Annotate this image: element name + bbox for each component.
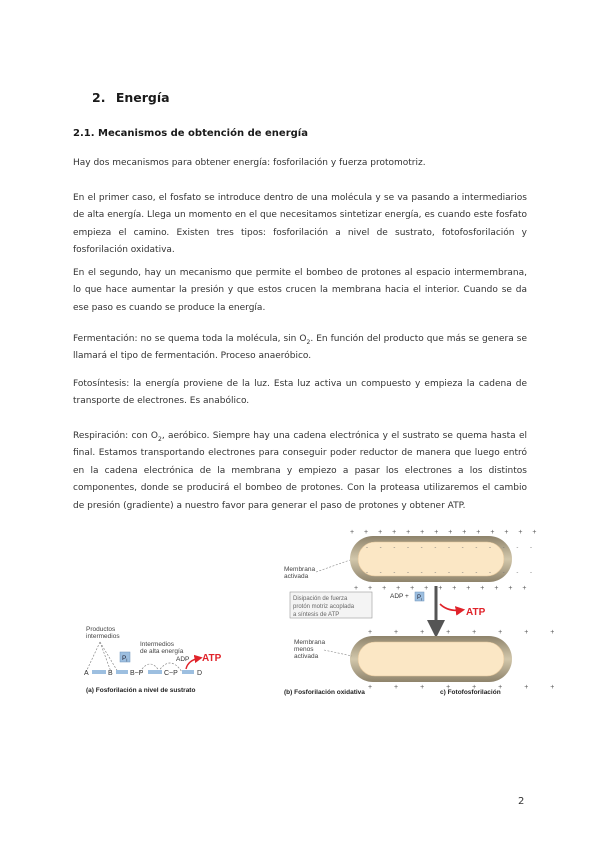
page-number: 2 (518, 796, 525, 807)
section-number: 2. (92, 90, 106, 105)
node-b: B (108, 670, 113, 677)
plus-signs-bottom: + + + + + + + + (368, 629, 565, 636)
adp-label-a: ADP (176, 656, 190, 663)
caption-a: (a) Fosforilación a nivel de sustrato (86, 687, 196, 694)
respiration-o2-subscript: 2 (158, 435, 162, 443)
box-line-3: a síntesis de ATP (293, 612, 340, 618)
label-intermedios: intermedios (86, 633, 120, 640)
label-membrana-menos-2: menos (294, 646, 314, 653)
chain-arrow-3 (148, 670, 162, 674)
leader-line-menos (324, 650, 352, 656)
panel-a-substrate-phosphorylation (84, 626, 222, 694)
caption-c: c) Fotofosforilación (440, 689, 501, 696)
dashed-branch-lines (86, 642, 118, 672)
label-intermedios-alta: Intermedios (140, 641, 174, 648)
atp-arrow-b (440, 604, 462, 610)
label-membrana-menos-1: Membrana (294, 639, 326, 646)
caption-b: (b) Fosforilación oxidativa (284, 689, 365, 696)
section-title: Energía (115, 90, 170, 105)
paragraph-first-case: En el primer caso, el fosfato se introduce dentro de una molécula y se va pasando a intermediarios de alta energía. Llega un momento en el que necesitamos sintetizar energía, es cuando este fosfato empieza el camino. Existen tres tipos: fosforilación a nivel de sustrato, fotofosforilación y fosforilación oxidativa. (73, 193, 527, 256)
paragraph-photosynthesis: Fotosíntesis: la energía proviene de la luz. Esta luz activa un compuesto y empieza la cadena de transporte de electrones. Es anabólico. (73, 379, 527, 407)
minus-signs-top: - - - - - - - - - - - - - (366, 545, 537, 551)
section-heading (92, 90, 170, 105)
label-productos: Productos (86, 626, 116, 633)
pi-label-a: $P_i$ (122, 655, 128, 663)
node-c-p: C~P (164, 670, 178, 677)
box-line-1: Disipación de fuerza (293, 596, 348, 602)
node-d: D (197, 670, 203, 677)
figure-svg (78, 522, 565, 698)
chain-arrow-4 (182, 670, 194, 674)
fermentation-o2-subscript: 2 (306, 338, 311, 346)
fermentation-text-b: . En función del producto que más se genera se llamará el tipo de fermentación. Proceso anaeróbico. (73, 334, 527, 362)
box-line-2: protón motriz acoplada (293, 604, 355, 610)
fermentation-text-a: Fermentación: no se quema toda la molécula, sin O (73, 334, 307, 344)
paragraph-respiration (73, 428, 527, 515)
paragraph-second-case: En el segundo, hay un mecanismo que permite el bombeo de protones al espacio intermembrana, lo que hace aumentar la presión y que estos crucen la membrana hacia el interior. Cuando se da ese paso es cuando se produce la energía. (73, 268, 527, 313)
plus-signs-top: + + + + + + + + + + + + + + (350, 529, 541, 536)
label-membrana-menos-3: activada (294, 653, 319, 660)
subsection-heading: 2.1. Mecanismos de obtención de energía (73, 128, 308, 139)
atp-label-b: ATP (466, 607, 486, 618)
panel-b-oxidative-phosphorylation (284, 529, 564, 696)
cell-bottom-interior (358, 642, 504, 676)
node-b-p: B~P (130, 670, 144, 677)
chain-arrow-2 (116, 670, 128, 674)
chain-arrow-1 (92, 670, 106, 674)
plus-signs-top-bottom: + + + + + + + + + + + + + (354, 585, 531, 592)
plus-signs-bottom-2: + + + + + + + + (368, 684, 565, 691)
paragraph-fermentation (73, 331, 527, 366)
energy-mechanisms-figure (78, 522, 565, 698)
pi-label-b: $P_i$ (417, 595, 422, 602)
label-membrana-activada-2: activada (284, 573, 309, 580)
atp-label-a: ATP (202, 653, 222, 664)
node-a: A (84, 670, 89, 677)
adp-plus-label: ADP + (390, 593, 409, 600)
label-de-alta-energia: de alta energía (140, 648, 184, 655)
paragraph-intro: Hay dos mecanismos para obtener energía: fosforilación y fuerza protomotriz. (73, 158, 426, 168)
respiration-text-a: Respiración: con O (73, 431, 159, 441)
leader-line-activada (316, 560, 350, 572)
respiration-text-b: , aeróbico. Siempre hay una cadena electrónica y el sustrato se quema hasta el final. Estamos transportando electrones para conseguir poder reductor de manera que luego entró en la cadena electrónica de la membrana y empiezo a pasar los electrones a los distintos componentes, donde se producirá el bombeo de protones. Con la proteasa utilizaremos el cambio de presión (gradiente) a nuestro favor para generar el paso de protones y obtener ATP. (73, 431, 527, 511)
minus-signs-top-2: - - - - - - - - - - - - - (366, 570, 537, 576)
label-membrana-activada-1: Membrana (284, 566, 316, 573)
